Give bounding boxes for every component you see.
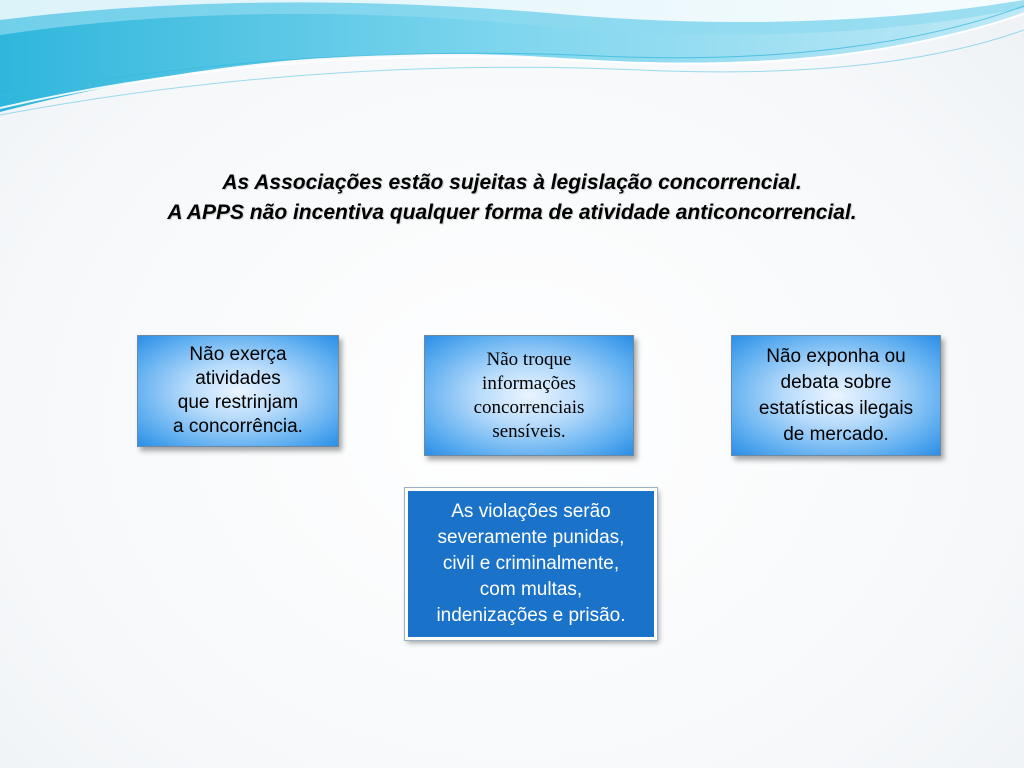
decorative-wave-header [0, 0, 1024, 130]
heading-line-2: A APPS não incentiva qualquer forma de atividade anticoncorrencial. [167, 201, 857, 224]
box-nao-exerca-text: Não exerça atividades que restrinjam a concorrência. [173, 344, 303, 437]
box-nao-exerca [137, 335, 339, 447]
box-nao-exponha-text: Não exponha ou debata sobre estatísticas ilegais de mercado. [758, 345, 914, 445]
heading-line-1: As Associações estão sujeitas à legislação concorrencial. [222, 171, 802, 194]
box-violacoes [405, 488, 657, 640]
box-violacoes-text: As violações serão severamente punidas, civil e criminalmente, com multas, indenizações e prisão. [436, 501, 626, 626]
box-nao-exponha [731, 335, 941, 456]
box-nao-troque [424, 335, 634, 456]
slide-heading [40, 168, 984, 228]
box-nao-troque-text: Não troque informações concorrenciais sensíveis. [473, 348, 585, 442]
